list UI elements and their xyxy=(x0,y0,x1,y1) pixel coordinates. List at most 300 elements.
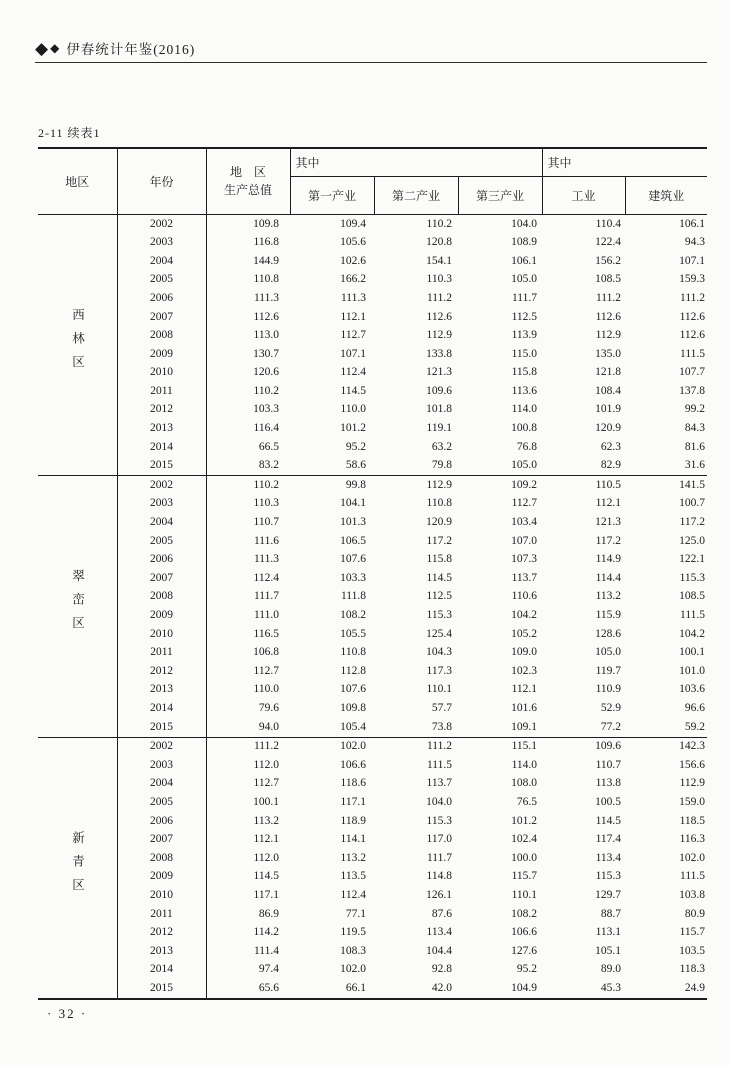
value-cell: 113.0 xyxy=(253,329,279,342)
value-cell: 81.6 xyxy=(684,440,706,453)
col-header-primary-industry: 第一产业 xyxy=(290,177,374,215)
value-cell: 114.0 xyxy=(511,403,538,416)
value-cell: 130.7 xyxy=(253,347,279,360)
table-row xyxy=(38,662,707,681)
year-cell: 2002 xyxy=(117,215,206,234)
value-cell: 107.6 xyxy=(340,683,366,696)
value-cell: 108.4 xyxy=(595,384,622,397)
value-cell: 105.5 xyxy=(340,627,366,640)
value-cell: 114.5 xyxy=(340,384,366,397)
value-cell: 113.4 xyxy=(595,851,622,864)
value-cell: 109.0 xyxy=(511,646,538,659)
value-cell: 59.2 xyxy=(684,720,706,733)
value-cell: 113.2 xyxy=(340,851,366,864)
value-cell: 166.2 xyxy=(340,273,366,286)
value-cell: 57.7 xyxy=(431,701,452,714)
value-cell: 121.3 xyxy=(595,516,622,529)
year-cell: 2013 xyxy=(117,942,206,961)
value-cell: 101.6 xyxy=(511,701,538,714)
value-cell: 108.3 xyxy=(340,944,366,957)
value-cell: 108.2 xyxy=(511,907,538,920)
value-cell: 100.7 xyxy=(679,497,706,510)
value-cell: 110.1 xyxy=(426,683,452,696)
value-cell: 111.7 xyxy=(511,291,538,304)
value-cell: 110.6 xyxy=(511,590,538,603)
value-cell: 108.2 xyxy=(340,609,366,622)
value-cell: 125.4 xyxy=(426,627,452,640)
table-row xyxy=(38,737,707,756)
table-row xyxy=(38,569,707,588)
table-row xyxy=(38,271,707,290)
value-cell: 82.9 xyxy=(600,459,622,472)
value-cell: 76.5 xyxy=(516,795,538,808)
value-cell: 135.0 xyxy=(595,347,622,360)
year-cell: 2015 xyxy=(117,718,206,737)
value-cell: 113.1 xyxy=(595,926,622,939)
year-cell: 2005 xyxy=(117,532,206,551)
value-cell: 119.5 xyxy=(340,926,366,939)
value-cell: 110.5 xyxy=(542,476,625,495)
value-cell: 45.3 xyxy=(600,981,622,994)
table-row xyxy=(38,495,707,514)
value-cell: 122.4 xyxy=(595,236,622,249)
value-cell: 102.0 xyxy=(340,963,366,976)
value-cell: 104.9 xyxy=(511,981,538,994)
value-cell: 116.3 xyxy=(679,833,706,846)
value-cell: 104.3 xyxy=(426,646,452,659)
value-cell: 118.6 xyxy=(340,777,366,790)
value-cell: 112.4 xyxy=(340,888,366,901)
value-cell: 142.3 xyxy=(625,737,707,756)
value-cell: 101.8 xyxy=(426,403,452,416)
table-row xyxy=(38,606,707,625)
value-cell: 118.5 xyxy=(679,814,706,827)
year-cell: 2011 xyxy=(117,382,206,401)
value-cell: 112.1 xyxy=(595,497,622,510)
value-cell: 112.9 xyxy=(595,329,622,342)
value-cell: 154.1 xyxy=(426,254,452,267)
table-row xyxy=(38,234,707,253)
year-cell: 2009 xyxy=(117,345,206,364)
value-cell: 125.0 xyxy=(679,534,706,547)
value-cell: 102.6 xyxy=(340,254,366,267)
value-cell: 113.4 xyxy=(426,926,452,939)
table-row xyxy=(38,644,707,663)
value-cell: 111.7 xyxy=(253,590,279,603)
value-cell: 109.4 xyxy=(340,217,366,230)
value-cell: 111.5 xyxy=(426,758,452,771)
year-cell: 2012 xyxy=(117,662,206,681)
table-row xyxy=(38,924,707,943)
value-cell: 111.8 xyxy=(340,590,366,603)
value-cell: 110.2 xyxy=(206,476,290,495)
value-cell: 99.8 xyxy=(290,476,374,495)
value-cell: 103.8 xyxy=(679,888,706,901)
value-cell: 111.5 xyxy=(680,870,706,883)
table-row xyxy=(38,457,707,476)
value-cell: 113.8 xyxy=(595,777,622,790)
value-cell: 156.2 xyxy=(595,254,622,267)
year-cell: 2011 xyxy=(117,905,206,924)
col-header-year: 年份 xyxy=(117,148,206,215)
value-cell: 110.8 xyxy=(253,273,279,286)
value-cell: 108.5 xyxy=(595,273,622,286)
group-header-among-1: 其中 xyxy=(290,148,542,177)
year-cell: 2007 xyxy=(117,308,206,327)
table-row xyxy=(38,345,707,364)
value-cell: 111.2 xyxy=(426,291,452,304)
value-cell: 106.5 xyxy=(340,534,366,547)
value-cell: 112.1 xyxy=(511,683,538,696)
value-cell: 119.1 xyxy=(426,422,452,435)
value-cell: 105.0 xyxy=(511,273,538,286)
value-cell: 119.7 xyxy=(595,664,622,677)
value-cell: 111.7 xyxy=(426,851,452,864)
value-cell: 110.0 xyxy=(340,403,366,416)
value-cell: 95.2 xyxy=(345,440,366,453)
year-cell: 2005 xyxy=(117,271,206,290)
year-cell: 2003 xyxy=(117,756,206,775)
table-row xyxy=(38,532,707,551)
year-cell: 2010 xyxy=(117,625,206,644)
year-cell: 2010 xyxy=(117,886,206,905)
value-cell: 108.0 xyxy=(511,777,538,790)
value-cell: 121.8 xyxy=(595,366,622,379)
table-row xyxy=(38,382,707,401)
value-cell: 112.7 xyxy=(253,777,279,790)
value-cell: 111.3 xyxy=(253,291,279,304)
value-cell: 24.9 xyxy=(684,981,706,994)
value-cell: 118.3 xyxy=(679,963,706,976)
value-cell: 115.3 xyxy=(679,571,706,584)
value-cell: 100.1 xyxy=(679,646,706,659)
year-cell: 2006 xyxy=(117,812,206,831)
table-row xyxy=(38,849,707,868)
year-cell: 2009 xyxy=(117,606,206,625)
table-row xyxy=(38,718,707,737)
value-cell: 79.6 xyxy=(258,701,279,714)
table-row xyxy=(38,699,707,718)
value-cell: 105.2 xyxy=(511,627,538,640)
table-row xyxy=(38,401,707,420)
value-cell: 107.6 xyxy=(340,553,366,566)
value-cell: 159.3 xyxy=(679,273,706,286)
year-cell: 2004 xyxy=(117,775,206,794)
value-cell: 107.7 xyxy=(679,366,706,379)
value-cell: 112.6 xyxy=(426,310,452,323)
value-cell: 112.6 xyxy=(595,310,622,323)
value-cell: 115.0 xyxy=(511,347,538,360)
value-cell: 105.4 xyxy=(340,720,366,733)
value-cell: 112.9 xyxy=(374,476,458,495)
year-cell: 2013 xyxy=(117,420,206,439)
table-row xyxy=(38,327,707,346)
table-header xyxy=(38,148,707,215)
value-cell: 120.6 xyxy=(253,366,279,379)
statistics-table xyxy=(38,147,707,1000)
value-cell: 42.0 xyxy=(431,981,452,994)
value-cell: 116.5 xyxy=(253,627,279,640)
value-cell: 112.0 xyxy=(253,758,279,771)
table-row xyxy=(38,420,707,439)
value-cell: 110.7 xyxy=(595,758,622,771)
value-cell: 114.8 xyxy=(426,870,452,883)
value-cell: 111.0 xyxy=(253,609,279,622)
value-cell: 102.0 xyxy=(679,851,706,864)
value-cell: 83.2 xyxy=(258,459,279,472)
value-cell: 110.4 xyxy=(595,217,622,230)
table-row xyxy=(38,551,707,570)
value-cell: 112.5 xyxy=(511,310,538,323)
year-cell: 2008 xyxy=(117,327,206,346)
value-cell: 109.6 xyxy=(542,737,625,756)
table-row xyxy=(38,289,707,308)
value-cell: 159.0 xyxy=(679,795,706,808)
table-row xyxy=(38,215,707,234)
value-cell: 128.6 xyxy=(595,627,622,640)
table-row xyxy=(38,979,707,999)
value-cell: 110.0 xyxy=(253,683,279,696)
value-cell: 94.0 xyxy=(258,720,279,733)
value-cell: 104.1 xyxy=(340,497,366,510)
value-cell: 100.1 xyxy=(253,795,279,808)
running-head xyxy=(35,36,707,63)
value-cell: 65.6 xyxy=(258,981,279,994)
value-cell: 31.6 xyxy=(684,459,706,472)
year-cell: 2004 xyxy=(117,252,206,271)
value-cell: 111.2 xyxy=(680,291,706,304)
value-cell: 77.2 xyxy=(600,720,622,733)
value-cell: 103.6 xyxy=(679,683,706,696)
value-cell: 127.6 xyxy=(511,944,538,957)
yearbook-title: 伊春统计年鉴(2016) xyxy=(66,42,196,57)
value-cell: 113.5 xyxy=(340,870,366,883)
value-cell: 156.6 xyxy=(679,758,706,771)
year-cell: 2009 xyxy=(117,868,206,887)
value-cell: 117.1 xyxy=(340,795,366,808)
year-cell: 2014 xyxy=(117,961,206,980)
value-cell: 89.0 xyxy=(600,963,622,976)
value-cell: 110.3 xyxy=(253,497,279,510)
year-cell: 2008 xyxy=(117,588,206,607)
table-row xyxy=(38,681,707,700)
table-row xyxy=(38,308,707,327)
value-cell: 106.8 xyxy=(253,646,279,659)
value-cell: 113.2 xyxy=(595,590,622,603)
year-cell: 2010 xyxy=(117,364,206,383)
page-number: · 32 · xyxy=(47,1006,88,1021)
value-cell: 120.9 xyxy=(426,516,452,529)
value-cell: 141.5 xyxy=(625,476,707,495)
region-label xyxy=(38,737,117,999)
value-cell: 103.5 xyxy=(679,944,706,957)
value-cell: 105.0 xyxy=(595,646,622,659)
value-cell: 105.1 xyxy=(595,944,622,957)
year-cell: 2013 xyxy=(117,681,206,700)
value-cell: 108.5 xyxy=(679,590,706,603)
value-cell: 95.2 xyxy=(516,963,538,976)
value-cell: 108.9 xyxy=(511,236,538,249)
table-row xyxy=(38,868,707,887)
value-cell: 115.1 xyxy=(458,737,542,756)
value-cell: 115.7 xyxy=(511,870,538,883)
value-cell: 107.1 xyxy=(679,254,706,267)
value-cell: 117.3 xyxy=(426,664,452,677)
value-cell: 114.2 xyxy=(253,926,279,939)
value-cell: 80.9 xyxy=(684,907,706,920)
value-cell: 115.8 xyxy=(511,366,538,379)
value-cell: 122.1 xyxy=(679,553,706,566)
value-cell: 117.4 xyxy=(595,833,622,846)
value-cell: 115.9 xyxy=(595,609,622,622)
value-cell: 103.3 xyxy=(253,403,279,416)
table-row xyxy=(38,756,707,775)
value-cell: 92.8 xyxy=(431,963,452,976)
value-cell: 103.4 xyxy=(511,516,538,529)
table-row xyxy=(38,476,707,495)
value-cell: 109.8 xyxy=(253,217,279,230)
value-cell: 109.1 xyxy=(511,720,538,733)
value-cell: 110.2 xyxy=(426,217,452,230)
year-cell: 2015 xyxy=(117,457,206,476)
value-cell: 102.0 xyxy=(290,737,374,756)
year-cell: 2015 xyxy=(117,979,206,999)
value-cell: 117.2 xyxy=(595,534,622,547)
value-cell: 104.4 xyxy=(426,944,452,957)
table-row xyxy=(38,252,707,271)
value-cell: 114.4 xyxy=(595,571,622,584)
value-cell: 110.2 xyxy=(253,384,279,397)
table-row xyxy=(38,905,707,924)
value-cell: 100.5 xyxy=(595,795,622,808)
value-cell: 112.4 xyxy=(340,366,366,379)
value-cell: 103.3 xyxy=(340,571,366,584)
value-cell: 112.8 xyxy=(340,664,366,677)
value-cell: 121.3 xyxy=(426,366,452,379)
value-cell: 58.6 xyxy=(345,459,366,472)
value-cell: 113.6 xyxy=(511,384,538,397)
value-cell: 129.7 xyxy=(595,888,622,901)
table-row xyxy=(38,588,707,607)
year-cell: 2012 xyxy=(117,401,206,420)
value-cell: 66.1 xyxy=(345,981,366,994)
year-cell: 2007 xyxy=(117,569,206,588)
value-cell: 104.2 xyxy=(679,627,706,640)
value-cell: 116.8 xyxy=(253,236,279,249)
value-cell: 117.1 xyxy=(253,888,279,901)
value-cell: 66.5 xyxy=(258,440,279,453)
year-cell: 2012 xyxy=(117,924,206,943)
value-cell: 114.5 xyxy=(253,870,279,883)
value-cell: 115.7 xyxy=(679,926,706,939)
value-cell: 120.9 xyxy=(595,422,622,435)
value-cell: 118.9 xyxy=(340,814,366,827)
value-cell: 110.9 xyxy=(595,683,622,696)
value-cell: 104.2 xyxy=(511,609,538,622)
region-label xyxy=(38,215,117,476)
value-cell: 97.4 xyxy=(258,963,279,976)
value-cell: 113.2 xyxy=(253,814,279,827)
col-header-gdp-text: 地 区 生产总值 xyxy=(223,165,272,197)
value-cell: 109.6 xyxy=(426,384,452,397)
value-cell: 112.7 xyxy=(340,329,366,342)
value-cell: 105.0 xyxy=(511,459,538,472)
value-cell: 101.2 xyxy=(511,814,538,827)
table-row xyxy=(38,514,707,533)
value-cell: 114.5 xyxy=(595,814,622,827)
year-cell: 2005 xyxy=(117,793,206,812)
year-cell: 2006 xyxy=(117,551,206,570)
value-cell: 115.8 xyxy=(426,553,452,566)
value-cell: 116.4 xyxy=(253,422,279,435)
table-row xyxy=(38,886,707,905)
value-cell: 110.8 xyxy=(340,646,366,659)
value-cell: 111.2 xyxy=(595,291,622,304)
col-header-industry: 工业 xyxy=(542,177,625,215)
col-header-region: 地区 xyxy=(38,148,117,215)
year-cell: 2003 xyxy=(117,234,206,253)
value-cell: 101.9 xyxy=(595,403,622,416)
value-cell: 112.7 xyxy=(253,664,279,677)
value-cell: 106.6 xyxy=(340,758,366,771)
value-cell: 114.0 xyxy=(511,758,538,771)
value-cell: 113.9 xyxy=(511,329,538,342)
value-cell: 94.3 xyxy=(684,236,706,249)
value-cell: 77.1 xyxy=(345,907,366,920)
value-cell: 110.8 xyxy=(426,497,452,510)
value-cell: 102.4 xyxy=(511,833,538,846)
value-cell: 133.8 xyxy=(426,347,452,360)
table-number-label: 2-11 续表1 xyxy=(38,126,101,140)
col-header-secondary-industry: 第二产业 xyxy=(374,177,458,215)
year-cell: 2011 xyxy=(117,644,206,663)
value-cell: 105.6 xyxy=(340,236,366,249)
value-cell: 110.1 xyxy=(511,888,538,901)
value-cell: 63.2 xyxy=(431,440,452,453)
table-row xyxy=(38,812,707,831)
value-cell: 73.8 xyxy=(431,720,452,733)
value-cell: 112.0 xyxy=(253,851,279,864)
col-header-gdp xyxy=(206,148,290,215)
region-label-text: 西林区 xyxy=(70,308,85,379)
diamond-icon: ◆ xyxy=(50,41,60,55)
value-cell: 104.0 xyxy=(426,795,452,808)
col-header-tertiary-industry: 第三产业 xyxy=(458,177,542,215)
value-cell: 115.3 xyxy=(595,870,622,883)
year-cell: 2002 xyxy=(117,737,206,756)
value-cell: 79.8 xyxy=(431,459,452,472)
year-cell: 2004 xyxy=(117,514,206,533)
value-cell: 112.1 xyxy=(340,310,366,323)
value-cell: 144.9 xyxy=(253,254,279,267)
value-cell: 52.9 xyxy=(600,701,622,714)
value-cell: 111.4 xyxy=(253,944,279,957)
value-cell: 101.0 xyxy=(679,664,706,677)
table-row xyxy=(38,961,707,980)
value-cell: 106.1 xyxy=(511,254,538,267)
diamond-icon: ◆ xyxy=(35,38,49,58)
value-cell: 113.7 xyxy=(511,571,538,584)
region-label xyxy=(38,476,117,737)
value-cell: 62.3 xyxy=(600,440,622,453)
value-cell: 107.0 xyxy=(511,534,538,547)
table-row xyxy=(38,625,707,644)
table-row xyxy=(38,942,707,961)
value-cell: 113.7 xyxy=(426,777,452,790)
table-body xyxy=(38,215,707,999)
value-cell: 114.5 xyxy=(426,571,452,584)
value-cell: 87.6 xyxy=(431,907,452,920)
